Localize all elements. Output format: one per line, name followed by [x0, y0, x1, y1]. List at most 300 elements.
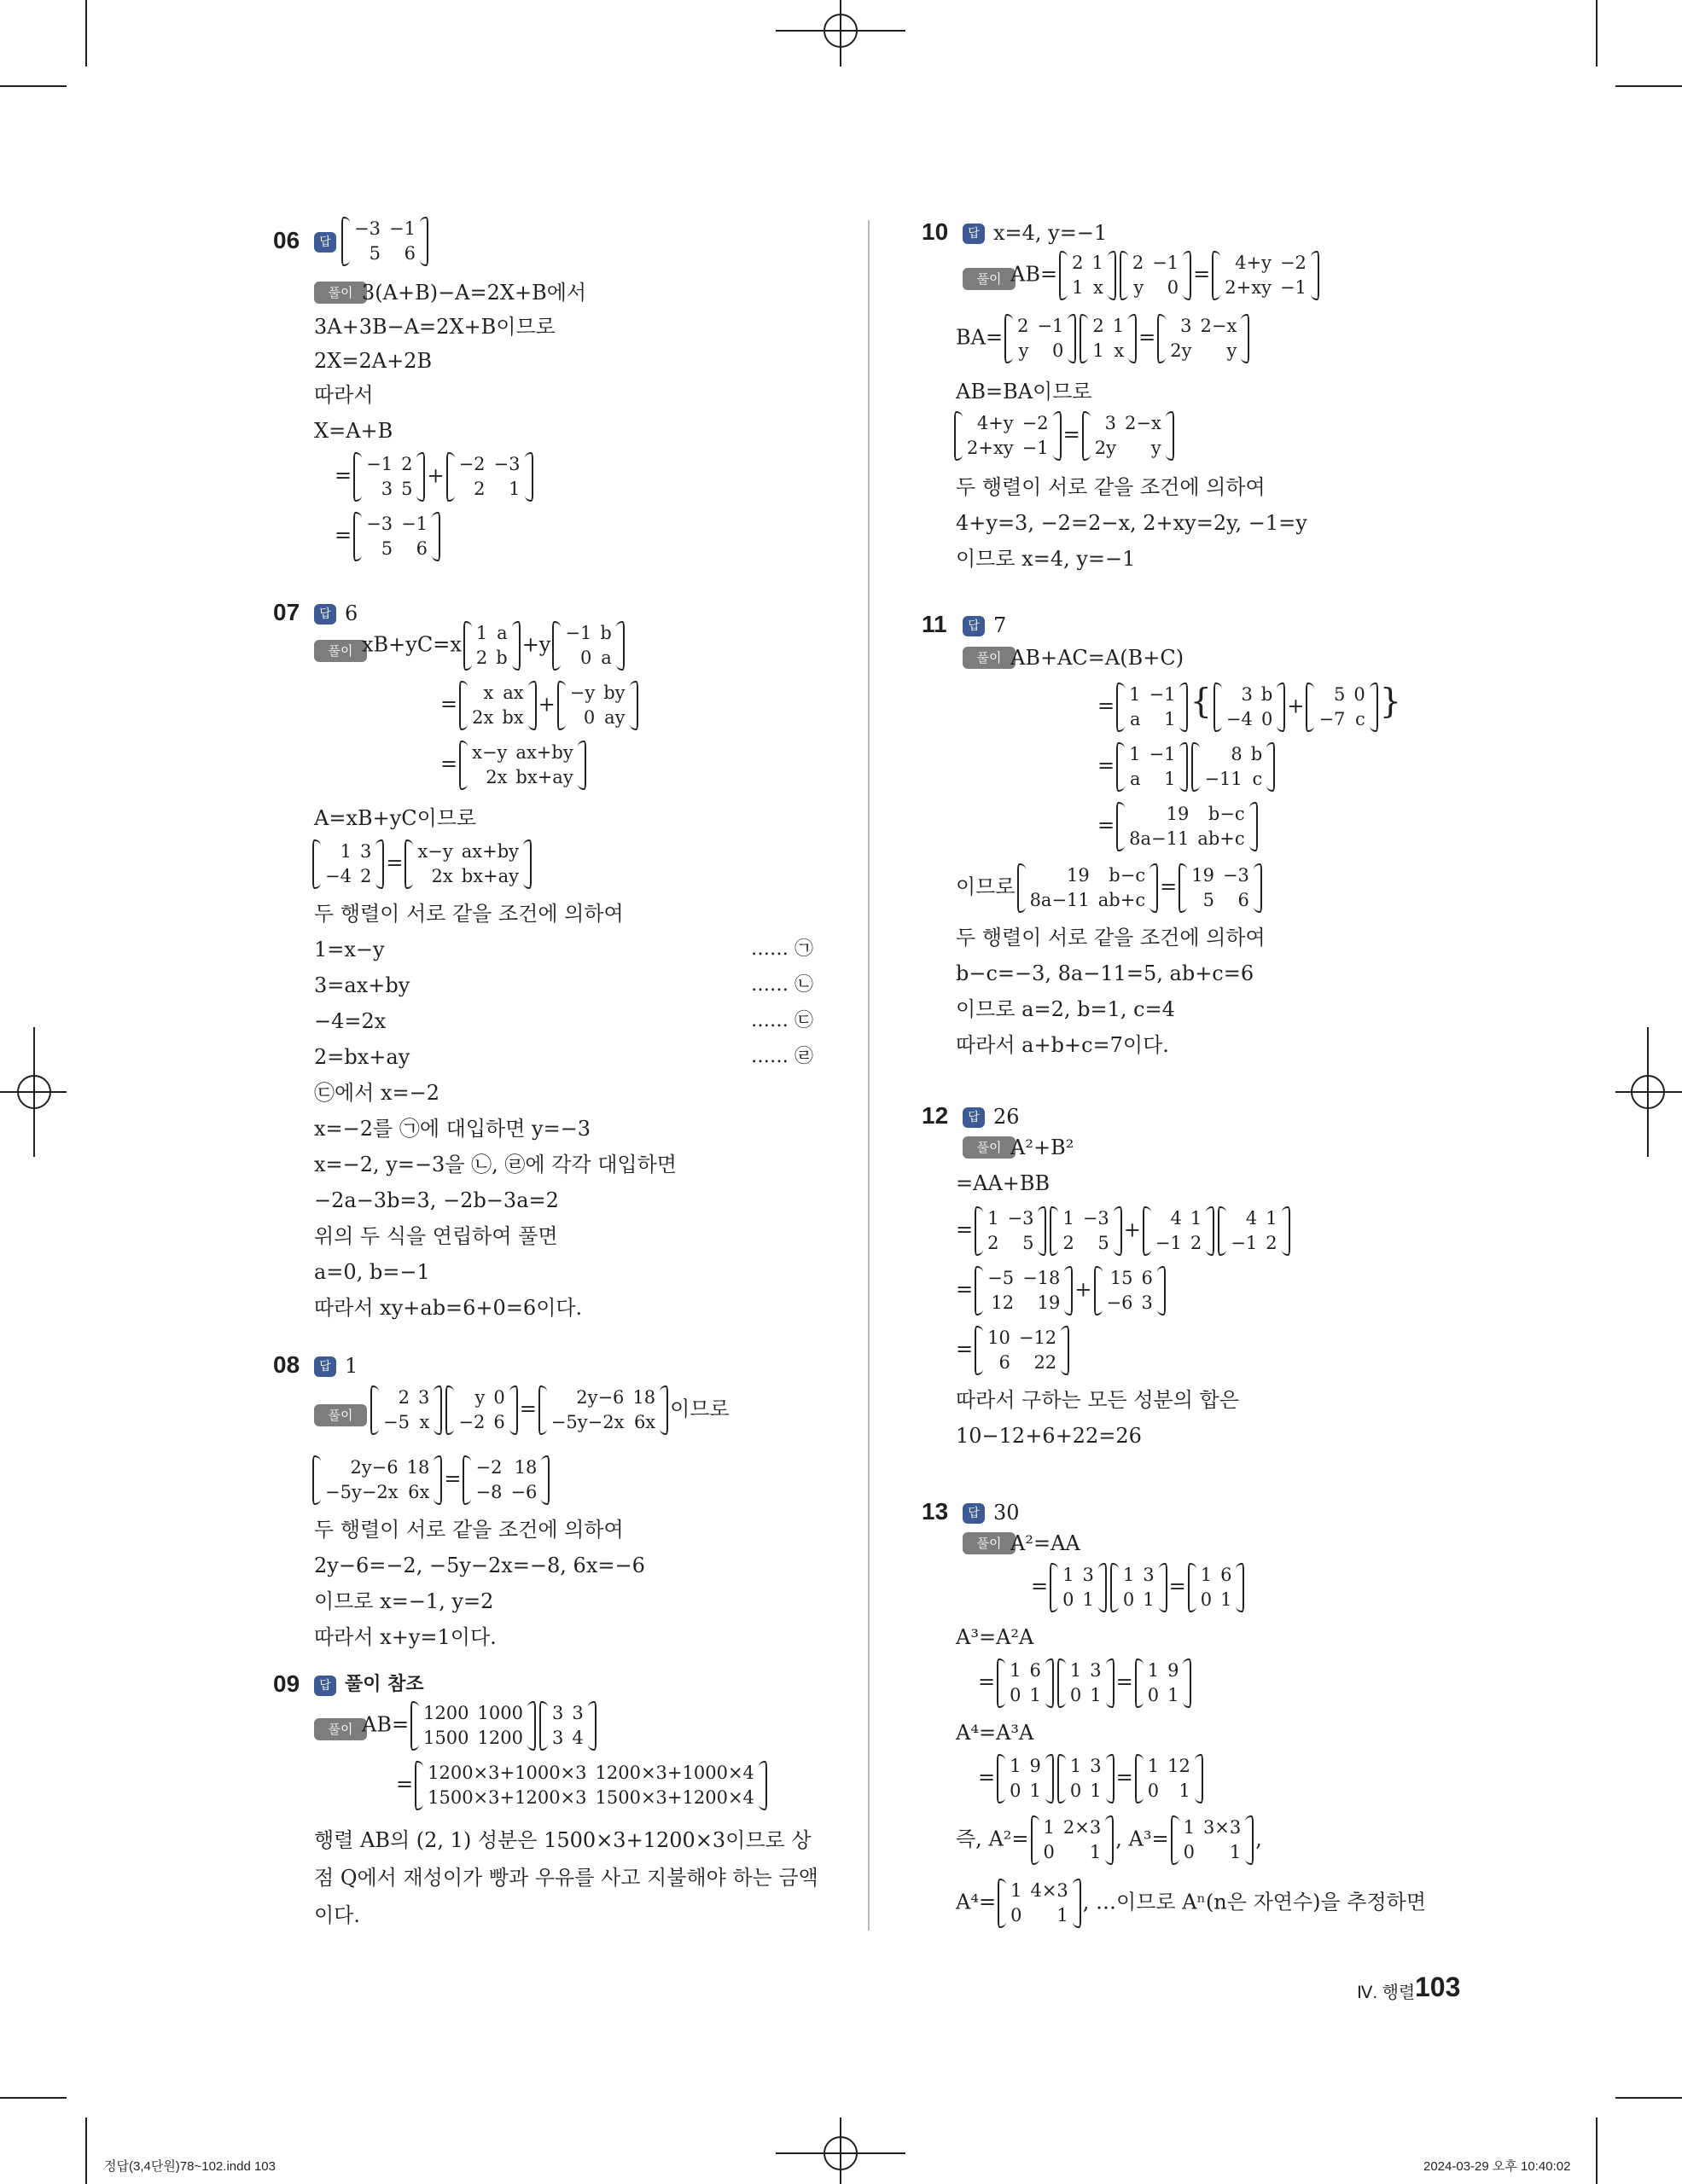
matrix [1135, 1754, 1203, 1804]
matrix-cell: 6 [1220, 1565, 1232, 1585]
matrix-cell: 12 [991, 1292, 1015, 1313]
registration-mark [840, 2117, 841, 2184]
solution-line: 따라서 a+b+c=7이다. [956, 1033, 1169, 1057]
solution-equation [956, 863, 1264, 913]
solution-line: 점 Q에서 재성이가 빵과 우유를 사고 지불해야 하는 금액 [314, 1866, 818, 1890]
matrix-cell: −1 [388, 218, 416, 239]
equation-marker: …… ㉡ [751, 974, 813, 996]
crop-mark [1615, 2097, 1682, 2099]
print-file-info: 정답(3,4단원)78~102.indd 103 [104, 2159, 276, 2174]
matrix-cell: 1 [1029, 1780, 1041, 1801]
matrix-cell: −11 [1204, 769, 1243, 789]
explanation-badge: 풀이 [963, 1136, 1016, 1159]
explanation-badge: 풀이 [314, 1404, 367, 1426]
comma: , [1082, 1890, 1090, 1914]
answer-value: x=4, y=−1 [993, 221, 1108, 245]
matrix [954, 411, 1062, 461]
matrix-cell: −7 [1318, 709, 1346, 729]
matrix [1004, 314, 1076, 363]
matrix-cell: 1200 [477, 1728, 523, 1748]
matrix-cell: 4 [1170, 1208, 1182, 1228]
matrix-cell: −3 [1222, 865, 1249, 886]
solution-line: −2a−3b=3, −2b−3a=2 [314, 1188, 559, 1212]
registration-mark [33, 1027, 35, 1157]
matrix-cell: 5 [1022, 1233, 1034, 1253]
problem-number: 07 [273, 599, 300, 625]
equals-sign: = [1097, 753, 1115, 778]
answer-value: 30 [993, 1501, 1020, 1525]
matrix-cell: 1 [1200, 1565, 1213, 1585]
matrix-cell: −2 [1279, 253, 1307, 273]
matrix-cell: 3 [1104, 413, 1116, 433]
plus-sign: + [1287, 694, 1305, 718]
answer-badge: 답 [314, 232, 336, 253]
matrix-cell: x [483, 682, 494, 703]
registration-mark [1647, 1027, 1649, 1157]
matrix-cell: −5y−2x [550, 1412, 625, 1432]
solution-line: =AA+BB [956, 1171, 1051, 1195]
problem-09 [273, 1670, 853, 1926]
matrix-cell: 19 [1067, 865, 1090, 886]
matrix-cell: x [1114, 340, 1125, 361]
matrix [557, 681, 638, 730]
matrix-cell: 0 [1122, 1589, 1135, 1610]
matrix-cell: 0 [1052, 340, 1064, 361]
matrix [1179, 863, 1262, 913]
matrix-cell: 2x [431, 866, 453, 886]
matrix [1050, 1206, 1121, 1256]
matrix-cell: 2+xy [967, 438, 1014, 458]
solution-equation [440, 681, 640, 730]
explanation-badge: 풀이 [314, 282, 367, 304]
matrix-cell: 2y [1094, 438, 1116, 458]
matrix-cell: 12 [1167, 1756, 1190, 1776]
solution-equation [956, 1266, 1167, 1316]
matrix-cell: −6 [1106, 1292, 1133, 1313]
solution-equation [335, 452, 535, 502]
matrix-cell: −3 [366, 514, 393, 534]
matrix-cell: a [497, 623, 508, 643]
solution-equation [956, 314, 1251, 363]
matrix-cell: 6 [416, 538, 428, 559]
matrix-cell: bx+ay [515, 767, 573, 787]
answer-value: 풀이 참조 [345, 1674, 424, 1695]
matrix-cell: −y [569, 682, 596, 703]
matrix-cell: 2−x [1124, 413, 1161, 433]
matrix [353, 452, 425, 502]
matrix-cell: 2×3 [1062, 1817, 1102, 1838]
matrix-cell: 1200×3+1000×3 [428, 1763, 587, 1783]
solution-equation [311, 839, 533, 889]
matrix-cell: 1 [1147, 1756, 1160, 1776]
matrix-cell: 0 [1147, 1780, 1160, 1801]
matrix-cell: 1 [475, 623, 488, 643]
matrix-cell: −4 [1225, 709, 1253, 729]
equation-text: AB= [362, 1712, 410, 1737]
matrix-cell: x [419, 1412, 430, 1432]
matrix-cell: 6 [493, 1412, 505, 1432]
solution-equation [1097, 742, 1277, 792]
matrix-cell: −1 [1231, 1233, 1258, 1253]
matrix [1191, 742, 1275, 792]
matrix-cell: 1 [1010, 1880, 1022, 1901]
matrix-cell: b [1260, 684, 1273, 705]
matrix-cell: −3 [1007, 1208, 1034, 1228]
matrix-cell: 3 [1180, 316, 1192, 336]
matrix-cell: 1 [1179, 1780, 1190, 1801]
matrix-cell: 1 [1147, 1660, 1160, 1681]
matrix-cell: ax+by [461, 841, 520, 862]
problem-13 [922, 1498, 1468, 1942]
problem-number: 08 [273, 1351, 300, 1378]
matrix-cell: 3 [1141, 1292, 1153, 1313]
matrix-cell: −3 [493, 454, 521, 474]
matrix-cell: 3 [1241, 684, 1253, 705]
matrix-cell: x−y [417, 841, 453, 862]
matrix-cell: −4 [325, 866, 352, 886]
equation-3: −4=2x [314, 1009, 387, 1033]
matrix-cell: 1 [1266, 1208, 1278, 1228]
equals-sign: = [978, 1670, 996, 1694]
solution-equation [311, 1455, 551, 1505]
matrix-cell: 9 [1029, 1756, 1041, 1776]
matrix [1157, 314, 1249, 363]
matrix-cell: 1500×3+1200×3 [428, 1787, 587, 1808]
equals-sign: = [1168, 1574, 1186, 1599]
matrix-cell: y [1133, 277, 1144, 298]
matrix-cell: 6 [1029, 1660, 1041, 1681]
matrix-cell: 2−x [1200, 316, 1237, 336]
equation-text: A⁴= [956, 1890, 997, 1914]
matrix-cell: 1 [1143, 1589, 1155, 1610]
solution-equation [369, 1385, 730, 1435]
matrix-cell: 0 [1043, 1842, 1055, 1862]
matrix [1116, 802, 1258, 851]
matrix-cell: 6 [1141, 1268, 1153, 1288]
matrix-cell: 2+xy [1225, 277, 1272, 298]
matrix-cell: 18 [514, 1457, 538, 1478]
matrix-cell: 2y−6 [576, 1387, 625, 1408]
matrix [312, 1455, 442, 1505]
equals-sign: = [1097, 694, 1115, 718]
crop-mark [85, 0, 87, 67]
matrix-cell: bx+ay [461, 866, 520, 886]
plus-sign: + [427, 463, 445, 488]
matrix-cell: 1 [1043, 1817, 1055, 1838]
matrix-cell: y [1018, 340, 1029, 361]
matrix-cell: 9 [1167, 1660, 1179, 1681]
equals-sign: = [386, 851, 404, 875]
solution-equation [396, 1761, 769, 1810]
matrix-cell: 1 [1082, 1589, 1094, 1610]
crop-mark [0, 2097, 67, 2099]
matrix-cell: 1 [1129, 744, 1141, 764]
problem-12 [922, 1102, 1468, 1461]
solution-line: 따라서 구하는 모든 성분의 합은 [956, 1388, 1239, 1412]
answer-badge: 답 [314, 1356, 336, 1377]
solution-equation [362, 1701, 598, 1751]
matrix-cell: −2 [475, 1457, 503, 1478]
matrix-cell: 3 [1082, 1565, 1094, 1585]
solution-line: A³=A²A [956, 1625, 1034, 1649]
brace: { [1190, 682, 1212, 722]
solution-equation [335, 512, 442, 561]
matrix [1110, 1563, 1167, 1612]
matrix-cell: 2 [1017, 316, 1029, 336]
equals-sign: = [335, 463, 352, 488]
matrix-cell: −1 [1021, 438, 1049, 458]
matrix [1017, 863, 1159, 913]
answer-matrix [340, 217, 430, 266]
problem-06 [273, 205, 853, 572]
problem-10 [922, 218, 1468, 577]
matrix-cell: a [601, 648, 612, 668]
plus-sign: + [1074, 1277, 1092, 1302]
matrix-cell: b−c [1109, 865, 1146, 886]
matrix-cell: −1 [1279, 277, 1307, 298]
equals-sign: = [1193, 262, 1211, 287]
equation-text: 이므로 [670, 1397, 730, 1421]
matrix-cell: 2 [987, 1233, 999, 1253]
matrix-cell: −18 [1022, 1268, 1061, 1288]
solution-equation [956, 1815, 1262, 1865]
matrix-cell: 1 [1069, 1756, 1082, 1776]
matrix-cell: 4 [1245, 1208, 1258, 1228]
matrix [1116, 682, 1188, 732]
answer-badge: 답 [314, 1676, 336, 1696]
matrix [539, 1701, 597, 1751]
matrix-cell: x [1092, 277, 1103, 298]
answer-badge: 답 [963, 1503, 985, 1524]
matrix-cell: 0 [1353, 684, 1365, 705]
matrix-cell: 1000 [477, 1703, 523, 1723]
answer-badge: 답 [314, 604, 336, 624]
matrix-cell: 1 [1029, 1685, 1041, 1705]
matrix-cell: 1 [1092, 340, 1104, 361]
matrix-cell: 2 [1072, 253, 1084, 273]
solution-equation [952, 411, 1176, 461]
matrix-cell: 0 [1010, 1780, 1021, 1801]
page-number: 103 [1415, 1972, 1461, 2002]
solution-line: x=−2를 ㉠에 대입하면 y=−3 [314, 1117, 591, 1141]
print-timestamp: 2024-03-29 오후 10:40:02 [1423, 2159, 1571, 2174]
matrix [415, 1761, 767, 1810]
answer-value: 1 [345, 1354, 358, 1378]
solution-equation [978, 1658, 1193, 1708]
equation-text: +y [521, 632, 551, 657]
matrix-cell: 4+y [976, 413, 1014, 433]
matrix-cell: 8a−11 [1029, 890, 1090, 910]
matrix [552, 621, 624, 671]
matrix-cell: −5 [383, 1412, 410, 1432]
solution-line: AB=BA이므로 [956, 380, 1092, 404]
matrix-cell: 2 [1190, 1233, 1202, 1253]
answer-badge: 답 [963, 616, 985, 636]
matrix-cell: −6 [510, 1482, 538, 1502]
answer-value: 26 [993, 1105, 1020, 1129]
matrix-cell: bx [502, 707, 524, 728]
matrix-cell: 2 [1062, 1233, 1074, 1253]
matrix-cell: 3 [417, 1387, 430, 1408]
equals-sign: = [1115, 1670, 1133, 1694]
problem-number: 11 [922, 611, 947, 637]
matrix-cell: 1 [987, 1208, 999, 1228]
matrix-cell: 1200×3+1000×4 [595, 1763, 754, 1783]
matrix [997, 1658, 1054, 1708]
equals-sign: = [444, 1467, 462, 1491]
matrix-cell: −1 [366, 454, 393, 474]
matrix-cell: 4×3 [1030, 1880, 1068, 1901]
matrix-cell: by [603, 682, 626, 703]
matrix [538, 1385, 668, 1435]
equation-text: AB= [1010, 262, 1058, 287]
matrix-cell: 2 [475, 648, 488, 668]
matrix-cell: −2 [1021, 413, 1049, 433]
matrix-cell: 1 [1167, 1685, 1179, 1705]
matrix [975, 1266, 1073, 1316]
matrix-cell: b−c [1208, 804, 1245, 824]
matrix-cell: −1 [1037, 316, 1064, 336]
matrix-cell: 3 [1090, 1756, 1102, 1776]
solution-equation [956, 1206, 1292, 1256]
solution-line: 두 행렬이 서로 같을 조건에 의하여 [956, 926, 1266, 950]
solution-line: 3(A+B)−A=2X+B에서 [362, 281, 587, 305]
explanation-badge: 풀이 [963, 1532, 1016, 1554]
matrix-cell: ay [604, 707, 626, 728]
matrix-cell: 1 [1062, 1565, 1074, 1585]
matrix-cell: y [1150, 438, 1161, 458]
matrix-cell: 0 [1147, 1685, 1160, 1705]
matrix-cell: 3 [1090, 1660, 1102, 1681]
matrix-cell: 0 [1167, 277, 1179, 298]
matrix [370, 1385, 442, 1435]
explanation-badge: 풀이 [963, 647, 1016, 669]
matrix-cell: −1 [1149, 744, 1176, 764]
matrix-cell: 2y−6 [350, 1457, 399, 1478]
matrix-cell: 1 [1190, 1208, 1202, 1228]
column-separator [868, 220, 870, 1931]
equals-sign: = [956, 1217, 974, 1242]
matrix [312, 839, 384, 889]
solution-equation [1097, 682, 1401, 732]
equals-sign: = [396, 1772, 414, 1797]
solution-line: A⁴=A³A [956, 1721, 1034, 1745]
equation-text: BA= [956, 325, 1004, 350]
solution-line: 행렬 AB의 (2, 1) 성분은 1500×3+1200×3이므로 상 [314, 1828, 812, 1852]
matrix-cell: 1 [1183, 1817, 1195, 1838]
matrix-cell: 4 [572, 1728, 584, 1748]
equals-sign: = [1115, 1765, 1133, 1790]
comma: , [1115, 1827, 1122, 1851]
matrix-cell: ab+c [1097, 890, 1146, 910]
matrix-cell: 10 [987, 1327, 1010, 1348]
matrix-cell: 3×3 [1202, 1817, 1242, 1838]
equals-sign: = [519, 1397, 537, 1421]
crop-mark [1596, 0, 1598, 67]
solution-line: 4+y=3, −2=2−x, 2+xy=2y, −1=y [956, 511, 1307, 535]
matrix-cell: 0 [1069, 1780, 1082, 1801]
matrix [997, 1754, 1054, 1804]
matrix-cell: 0 [1260, 709, 1273, 729]
matrix [353, 512, 440, 561]
matrix [341, 217, 428, 266]
solution-line: 2X=2A+2B [314, 349, 433, 373]
matrix-cell: 1200 [423, 1703, 469, 1723]
matrix-cell: b [496, 648, 508, 668]
equals-sign: = [978, 1765, 996, 1790]
matrix-cell: 1 [1129, 684, 1141, 705]
solution-line: A²+B² [1010, 1136, 1074, 1159]
solution-equation [978, 1754, 1205, 1804]
matrix-cell: −2 [458, 454, 486, 474]
matrix-cell: −8 [475, 1482, 503, 1502]
matrix-cell: 2 [359, 866, 372, 886]
matrix-cell: −1 [565, 623, 592, 643]
matrix-cell: 2 [474, 479, 486, 499]
matrix-cell: 1 [1056, 1905, 1068, 1926]
matrix-cell: −1 [1155, 1233, 1182, 1253]
equation-text: A³= [1128, 1827, 1169, 1851]
matrix-cell: 1500 [423, 1728, 469, 1748]
problem-number: 09 [273, 1670, 300, 1697]
matrix-cell: 0 [1069, 1685, 1082, 1705]
matrix-cell: 1 [340, 841, 352, 862]
section-label: Ⅳ. 행렬 [1357, 1984, 1416, 2002]
crop-mark [1615, 85, 1682, 87]
matrix [1116, 742, 1188, 792]
matrix-cell: 0 [579, 648, 592, 668]
matrix-cell: 4+y [1235, 253, 1272, 273]
solution-line: 이므로 a=2, b=1, c=4 [956, 997, 1175, 1021]
solution-line: X=A+B [314, 419, 393, 443]
matrix-cell: 18 [632, 1387, 656, 1408]
matrix-cell: 2y [1170, 340, 1192, 361]
answer-badge: 답 [963, 1107, 985, 1128]
matrix [1171, 1815, 1254, 1865]
solution-line: 따라서 [314, 383, 374, 407]
matrix-cell: b [600, 623, 612, 643]
matrix-cell: ax [503, 682, 524, 703]
matrix [998, 1879, 1081, 1928]
solution-line: AB+AC=A(B+C) [1010, 646, 1184, 670]
matrix [1212, 251, 1319, 300]
solution-line: b−c=−3, 8a−11=5, ab+c=6 [956, 961, 1254, 985]
matrix-cell: 19 [1166, 804, 1190, 824]
matrix-cell: y [474, 1387, 486, 1408]
matrix-cell: 0 [1183, 1842, 1195, 1862]
crop-mark [1596, 2117, 1598, 2184]
matrix-cell: 3 [1143, 1565, 1155, 1585]
matrix-cell: 6x [633, 1412, 656, 1432]
equation-marker: …… ㉠ [751, 938, 813, 960]
solution-equation [362, 621, 626, 671]
matrix-cell: 5 [401, 479, 413, 499]
matrix-cell: a [1129, 769, 1141, 789]
matrix-cell: 5 [369, 243, 381, 264]
solution-line: ㉢에서 x=−2 [314, 1081, 440, 1105]
registration-mark [1615, 1091, 1682, 1093]
equation-4: 2=bx+ay [314, 1045, 410, 1069]
matrix-cell: 6 [998, 1352, 1010, 1373]
matrix-cell: 5 [1334, 684, 1346, 705]
matrix-cell: 3 [359, 841, 372, 862]
matrix-cell: 1 [1069, 1660, 1082, 1681]
matrix-cell: −1 [1152, 253, 1179, 273]
problem-11 [922, 611, 1468, 1057]
solution-line: 따라서 x+y=1이다. [314, 1625, 497, 1649]
matrix-cell: 1 [1229, 1842, 1242, 1862]
matrix-cell: 5 [381, 538, 393, 559]
